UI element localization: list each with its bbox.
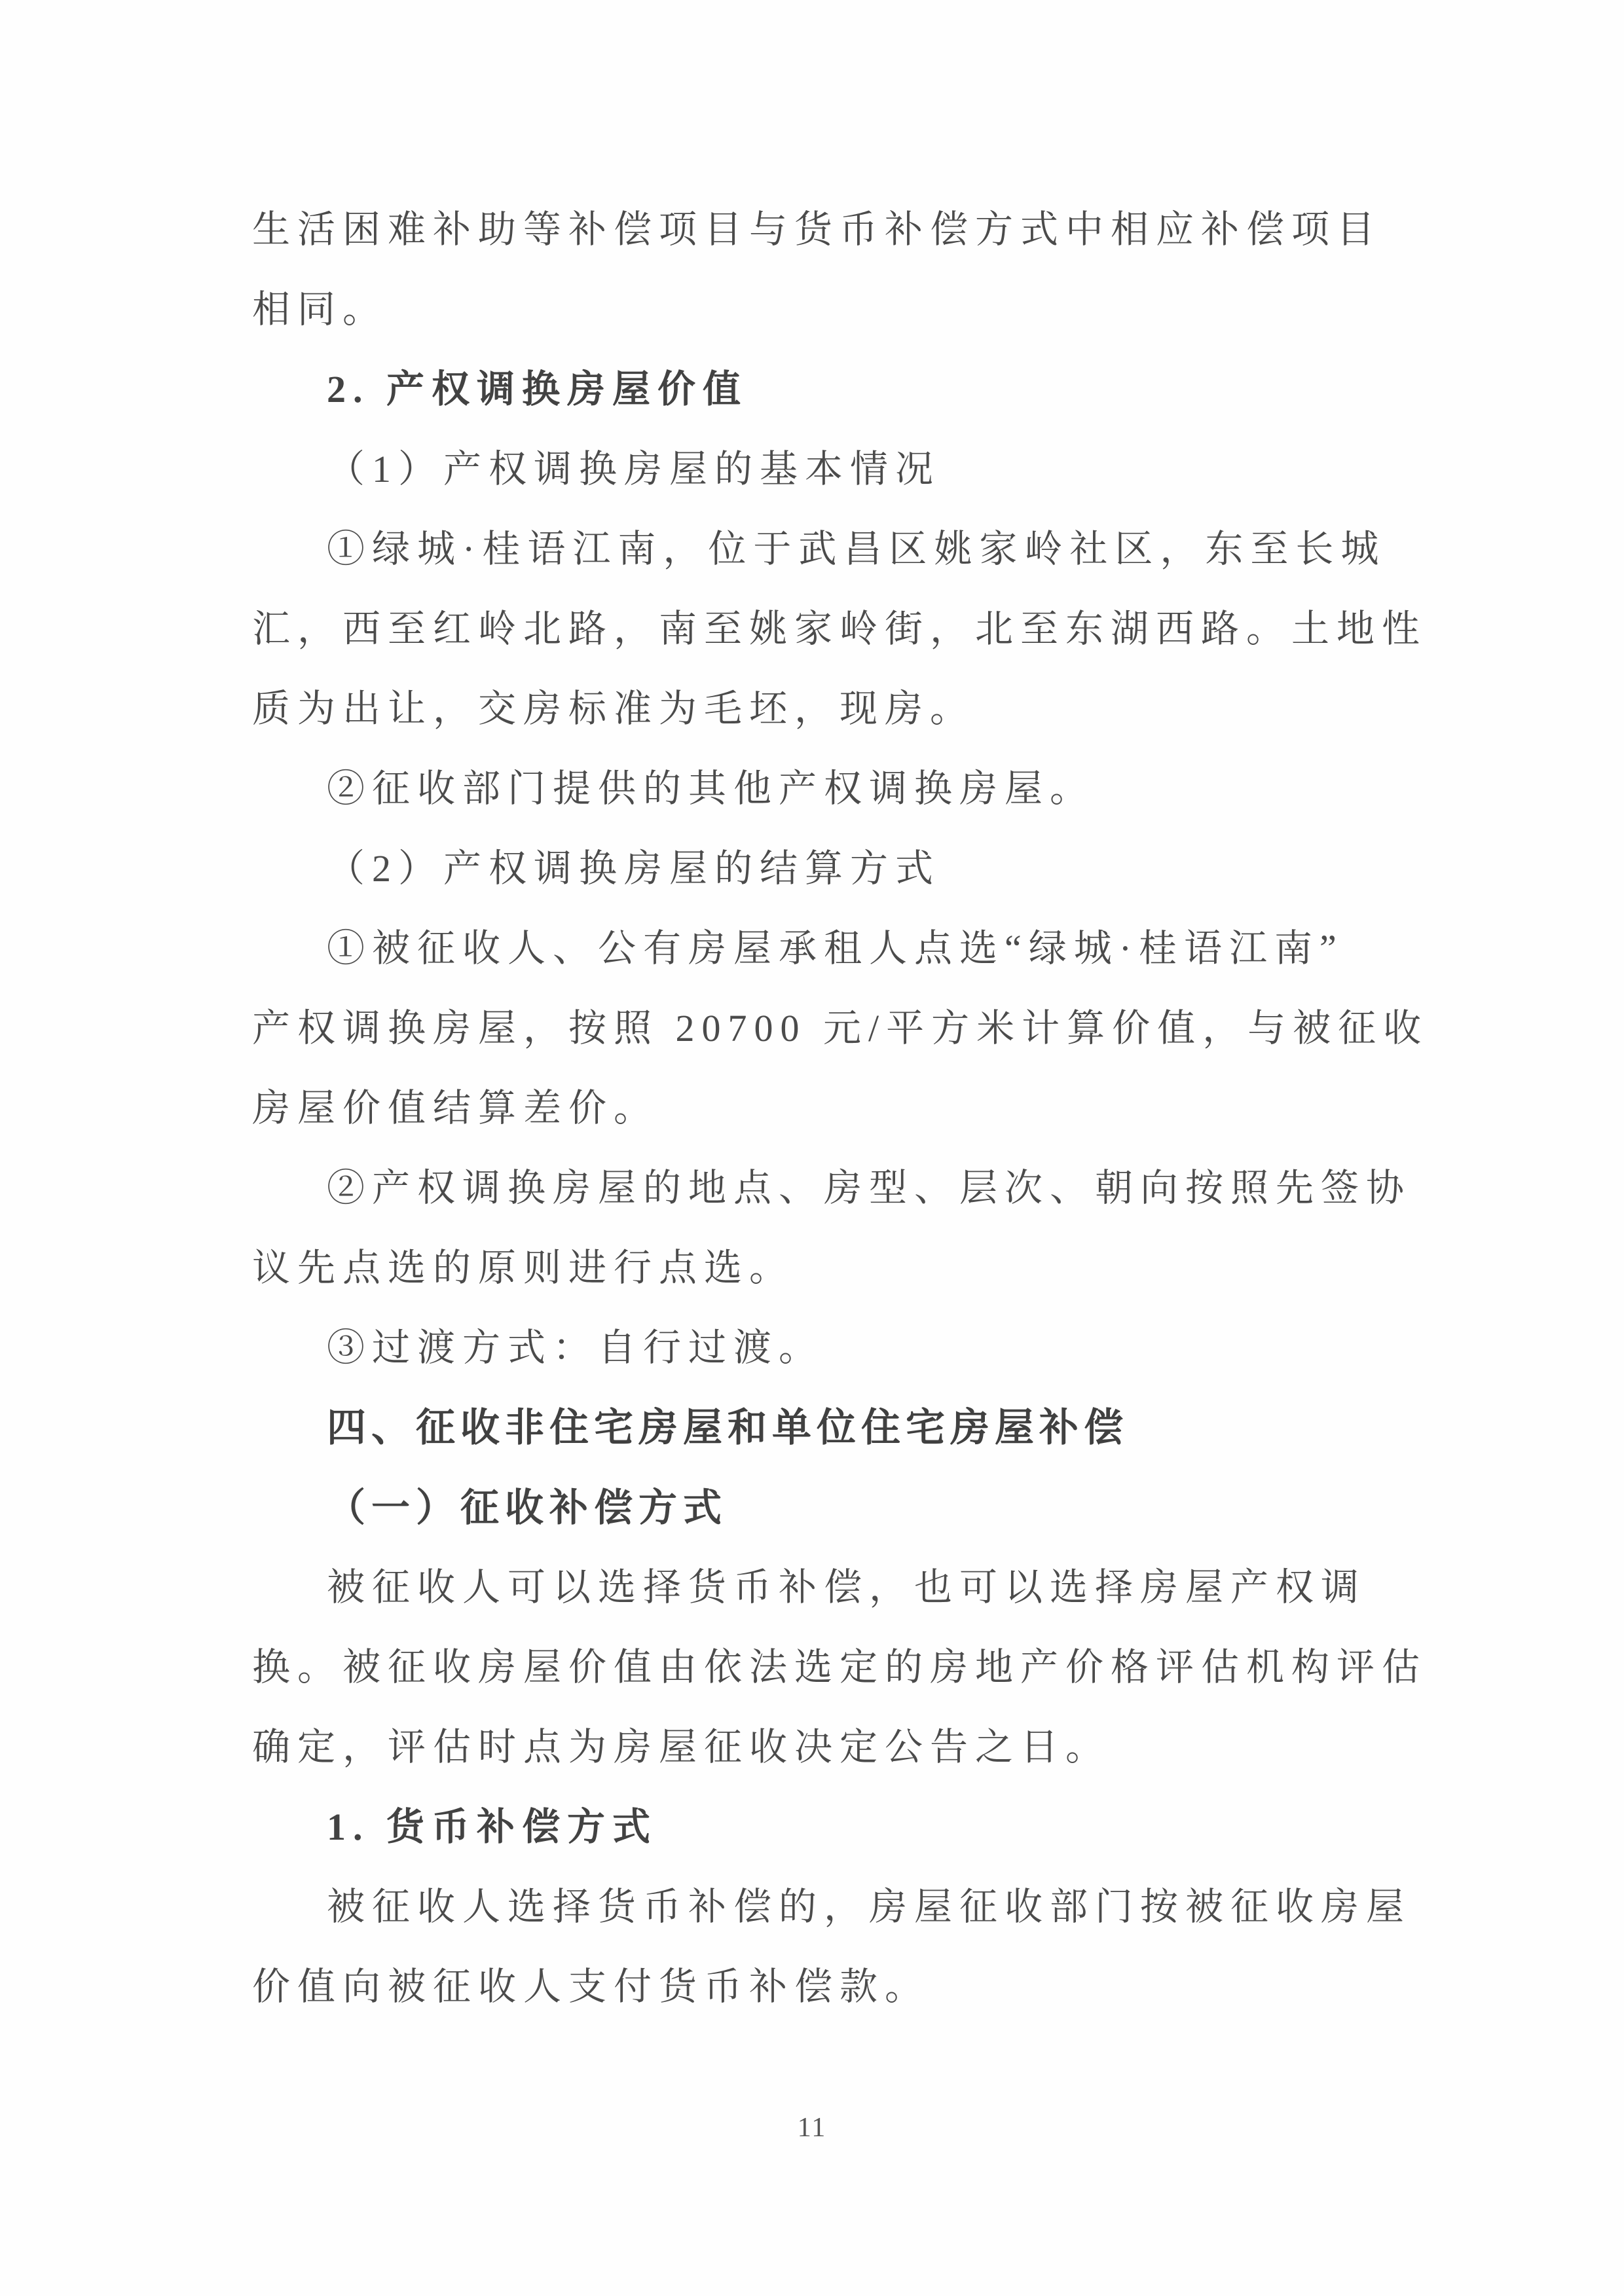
body-text-line: （2）产权调换房屋的结算方式 <box>327 847 941 890</box>
section-heading: （一）征收补偿方式 <box>327 1486 728 1529</box>
body-text-line: 价值向被征收人支付货币补偿款。 <box>252 1965 931 2008</box>
body-text-line: ②征收部门提供的其他产权调换房屋。 <box>327 767 1096 810</box>
body-text-line: 产权调换房屋，按照 20700 元/平方米计算价值，与被征收 <box>252 1007 1429 1049</box>
section-heading: 1. 货币补偿方式 <box>327 1806 658 1848</box>
body-text-line: 换。被征收房屋价值由依法选定的房地产价格评估机构评估 <box>252 1646 1428 1688</box>
body-text-line: 确定，评估时点为房屋征收决定公告之日。 <box>252 1726 1111 1768</box>
body-text-line: 质为出让，交房标准为毛坯，现房。 <box>252 687 976 730</box>
body-text-line: 房屋价值结算差价。 <box>252 1087 659 1129</box>
body-text-line: ①被征收人、公有房屋承租人点选“绿城·桂语江南” <box>327 927 1344 970</box>
body-text-line: 被征收人选择货币补偿的，房屋征收部门按被征收房屋 <box>327 1886 1412 1928</box>
body-text-line: ②产权调换房屋的地点、房型、层次、朝向按照先签协 <box>327 1167 1412 1209</box>
body-text-line: 生活困难补助等补偿项目与货币补偿方式中相应补偿项目 <box>252 208 1382 251</box>
body-text-line: 相同。 <box>252 288 388 331</box>
chapter-heading: 四、征收非住宅房屋和单位住宅房屋补偿 <box>327 1406 1128 1449</box>
section-heading: 2. 产权调换房屋价值 <box>327 368 748 410</box>
page-body-text <box>252 190 1429 2027</box>
body-text-line: 汇，西至红岭北路，南至姚家岭街，北至东湖西路。土地性 <box>252 608 1428 650</box>
body-text-line: ③过渡方式：自行过渡。 <box>327 1326 824 1369</box>
body-text-line: 被征收人可以选择货币补偿，也可以选择房屋产权调 <box>327 1566 1367 1609</box>
body-text-line: （1）产权调换房屋的基本情况 <box>327 448 941 490</box>
body-text-line: 议先点选的原则进行点选。 <box>252 1247 795 1289</box>
page-number: 11 <box>797 2113 827 2143</box>
body-text-line: ①绿城·桂语江南，位于武昌区姚家岭社区，东至长城 <box>327 528 1386 570</box>
